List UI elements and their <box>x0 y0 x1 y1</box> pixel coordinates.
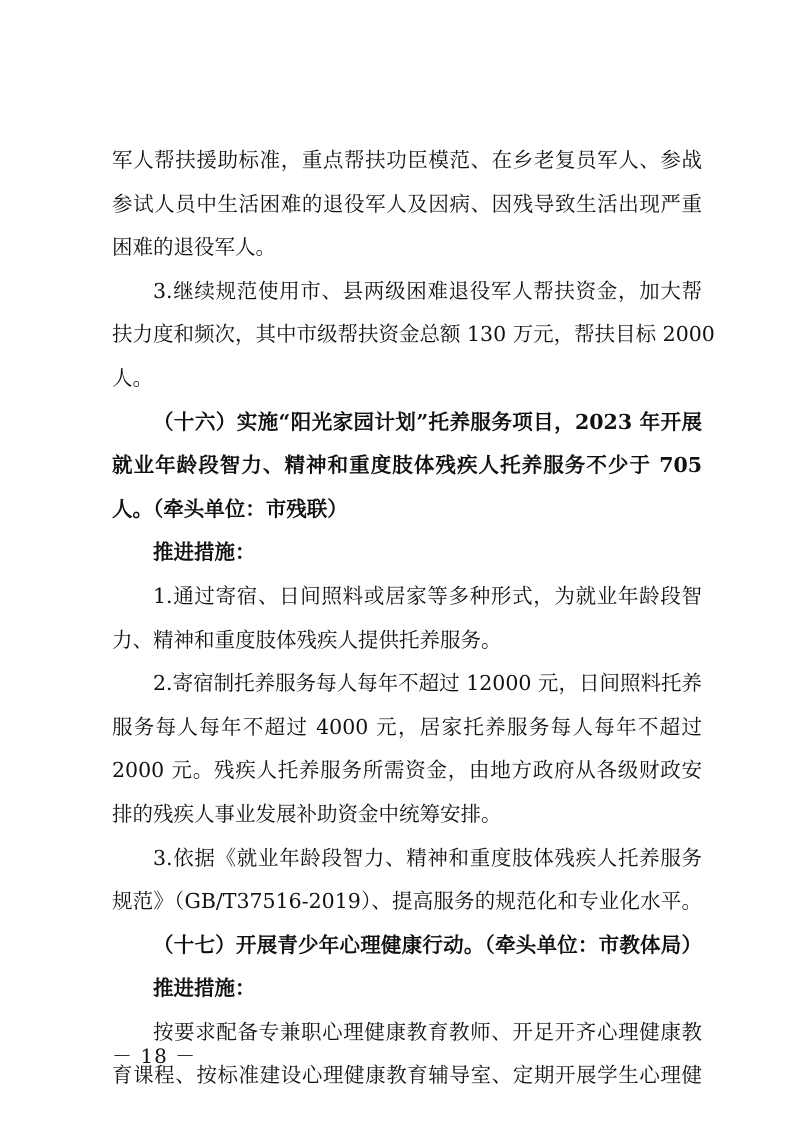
text-line-content: 推进措施： <box>153 976 256 1001</box>
text-line <box>112 183 702 227</box>
text-line <box>112 575 702 619</box>
text-line-content: 人。 <box>112 365 153 390</box>
page-number: － 18 － <box>112 1044 197 1068</box>
text-line-content: 困难的退役军人。 <box>112 235 276 260</box>
text-line <box>112 837 702 881</box>
text-line <box>112 357 702 401</box>
text-line <box>112 749 702 793</box>
text-line-content: 规范》（GB/T37516-2019）、提高服务的规范化和专业化水平。 <box>112 889 702 914</box>
text-line-content: 按要求配备专兼职心理健康教育教师、开足开齐心理健康教 <box>153 1019 702 1044</box>
text-line-content: 3.继续规范使用市、县两级困难退役军人帮扶资金，加大帮 <box>153 278 702 303</box>
text-line <box>112 226 702 270</box>
text-line <box>112 1054 702 1098</box>
text-line <box>112 531 702 575</box>
text-line <box>112 444 702 488</box>
document-body <box>112 139 715 1098</box>
text-line-content: 军人帮扶援助标准，重点帮扶功臣模范、在乡老复员军人、参战 <box>112 148 702 172</box>
text-line-content: 服务每人每年不超过 4000 元，居家托养服务每人每年不超过 <box>112 714 702 739</box>
text-line <box>112 139 702 183</box>
text-line-content: 人。（牵头单位：市残联） <box>112 496 348 521</box>
text-line-content: 就业年龄段智力、精神和重度肢体残疾人托养服务不少于 705 <box>112 453 702 478</box>
text-line <box>112 793 702 837</box>
text-line <box>112 967 702 1011</box>
text-line-content: 扶力度和频次，其中市级帮扶资金总额 130 万元，帮扶目标 2000 <box>112 322 715 347</box>
text-line <box>112 270 702 314</box>
text-line <box>112 706 702 750</box>
text-line <box>112 662 702 706</box>
text-line-content: 参试人员中生活困难的退役军人及因病、因残导致生活出现严重 <box>112 191 702 216</box>
text-line <box>112 401 702 445</box>
text-line-content: 2.寄宿制托养服务每人每年不超过 12000 元，日间照料托养 <box>153 671 702 696</box>
text-line <box>112 1011 702 1055</box>
text-line-content: 1.通过寄宿、日间照料或居家等多种形式，为就业年龄段智 <box>153 583 702 608</box>
text-line-content: 育课程、按标准建设心理健康教育辅导室、定期开展学生心理健 <box>112 1063 702 1088</box>
text-line-content: （十七）开展青少年心理健康行动。（牵头单位：市教体局） <box>153 932 702 957</box>
text-line-content: （十六）实施“阳光家园计划”托养服务项目，2023 年开展 <box>153 409 702 434</box>
text-line-content: 力、精神和重度肢体残疾人提供托养服务。 <box>112 627 502 652</box>
text-line-content: 排的残疾人事业发展补助资金中统筹安排。 <box>112 801 502 826</box>
text-line-content: 推进措施： <box>153 540 256 565</box>
text-line <box>112 924 702 968</box>
text-line-content: 3.依据《就业年龄段智力、精神和重度肢体残疾人托养服务 <box>153 845 702 870</box>
text-line <box>112 488 702 532</box>
text-line-content: 2000 元。残疾人托养服务所需资金，由地方政府从各级财政安 <box>112 758 702 783</box>
text-line <box>112 880 702 924</box>
text-line <box>112 313 715 357</box>
text-line <box>112 619 702 663</box>
